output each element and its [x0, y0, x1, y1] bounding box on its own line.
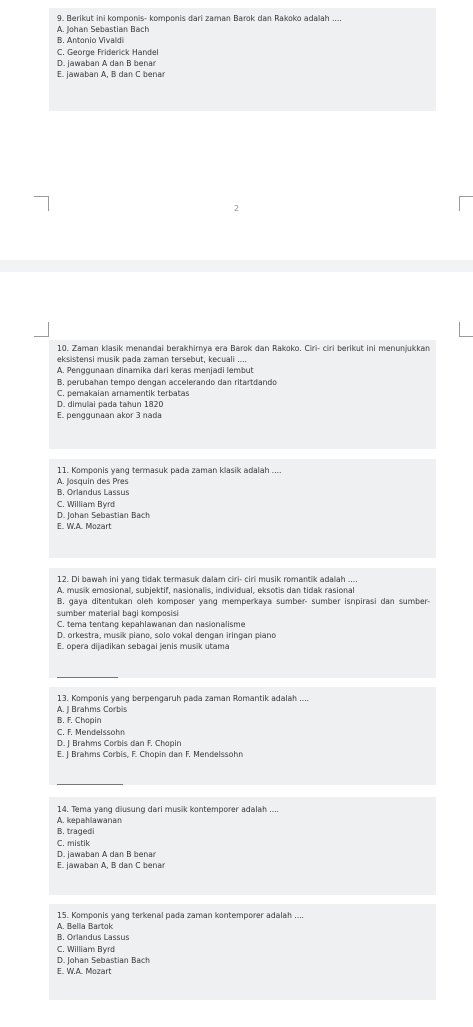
option-e: E. W.A. Mozart: [57, 522, 112, 532]
question-text: 12. Di bawah ini yang tidak termasuk dalam ciri- ciri musik romantik adalah ....: [57, 575, 358, 584]
option-b: B. F. Chopin: [57, 716, 102, 726]
option-a: A. musik emosional, subjektif, nasionalis, individual, eksotis dan tidak rasional: [57, 586, 355, 596]
question-11: [49, 459, 436, 558]
question-14: [49, 797, 436, 895]
option-c: C. F. Mendelssohn: [57, 727, 125, 737]
crop-mark-top-right: [459, 322, 473, 337]
option-a: A. Josquin des Pres: [57, 477, 129, 487]
question-10: [49, 340, 436, 449]
option-a: A. Bella Bartok: [57, 922, 114, 932]
option-e: E. jawaban A, B dan C benar: [57, 861, 166, 871]
option-c: C. George Friderick Handel: [57, 47, 159, 57]
option-b: B. Orlandus Lassus: [57, 933, 130, 943]
crop-mark-top-left: [34, 322, 49, 337]
option-d: D. orkestra, musik piano, solo vokal dengan iringan piano: [57, 631, 276, 641]
option-c: C. William Byrd: [57, 944, 115, 954]
page-gap: [0, 260, 473, 272]
option-b: B. Orlandus Lassus: [57, 488, 130, 498]
option-d: D. Johan Sebastian Bach: [57, 955, 150, 965]
option-e: E. jawaban A, B dan C benar: [57, 70, 166, 80]
question-text: 15. Komponis yang terkenal pada zaman kontemporer adalah ....: [57, 911, 304, 920]
option-b: B. tragedi: [57, 827, 95, 837]
question-9: [49, 8, 436, 111]
option-a: A. Johan Sebastian Bach: [57, 25, 150, 35]
option-a: A. kepahlawanan: [57, 816, 122, 826]
option-e: E. W.A. Mozart: [57, 967, 112, 977]
option-d: D. dimulai pada tahun 1820: [57, 400, 164, 410]
question-text: 13. Komponis yang berpengaruh pada zaman Romantik adalah ....: [57, 694, 310, 703]
question-12: [49, 568, 436, 678]
option-e: E. penggunaan akor 3 nada: [57, 411, 162, 421]
question-text: 14. Tema yang diusung dari musik kontemporer adalah ....: [57, 805, 279, 814]
option-d: D. jawaban A dan B benar: [57, 849, 157, 859]
text-underline: [57, 784, 123, 785]
option-c: C. mistik: [57, 838, 91, 848]
option-b: B. perubahan tempo dengan accelerando dan ritartdando: [57, 377, 277, 387]
page-number: 2: [233, 204, 240, 213]
text-underline: [57, 677, 118, 678]
option-a: A. Penggunaan dinamika dari keras menjadi lembut: [57, 366, 254, 376]
question-text: 10. Zaman klasik menandai berakhirnya era Barok dan Rakoko. Ciri- ciri berikut ini menunjukkan eksistensi musik pada zaman tersebut, kecuali ....: [57, 344, 430, 365]
option-b: B. Antonio Vivaldi: [57, 36, 124, 46]
question-15: [49, 904, 436, 1000]
option-e: E. J Brahms Corbis, F. Chopin dan F. Mendelssohn: [57, 750, 244, 760]
option-c: C. tema tentang kepahlawanan dan nasionalisme: [57, 619, 246, 629]
question-text: 11. Komponis yang termasuk pada zaman klasik adalah ....: [57, 466, 282, 475]
question-13: [49, 687, 436, 785]
option-d: D. J Brahms Corbis dan F. Chopin: [57, 738, 182, 748]
option-c: C. pemakaian arnamentik terbatas: [57, 388, 190, 398]
option-c: C. William Byrd: [57, 499, 115, 509]
option-a: A. J Brahms Corbis: [57, 705, 128, 715]
option-d: D. jawaban A dan B benar: [57, 58, 157, 68]
option-e: E. opera dijadikan sebagai jenis musik utama: [57, 642, 230, 652]
question-text: 9. Berikut ini komponis- komponis dari zaman Barok dan Rakoko adalah ....: [57, 14, 342, 23]
option-d: D. Johan Sebastian Bach: [57, 510, 150, 520]
option-b: B. gaya ditentukan oleh komposer yang memperkaya sumber- sumber isnpirasi dan sumber- sumber material bagi komposisi: [57, 597, 430, 618]
